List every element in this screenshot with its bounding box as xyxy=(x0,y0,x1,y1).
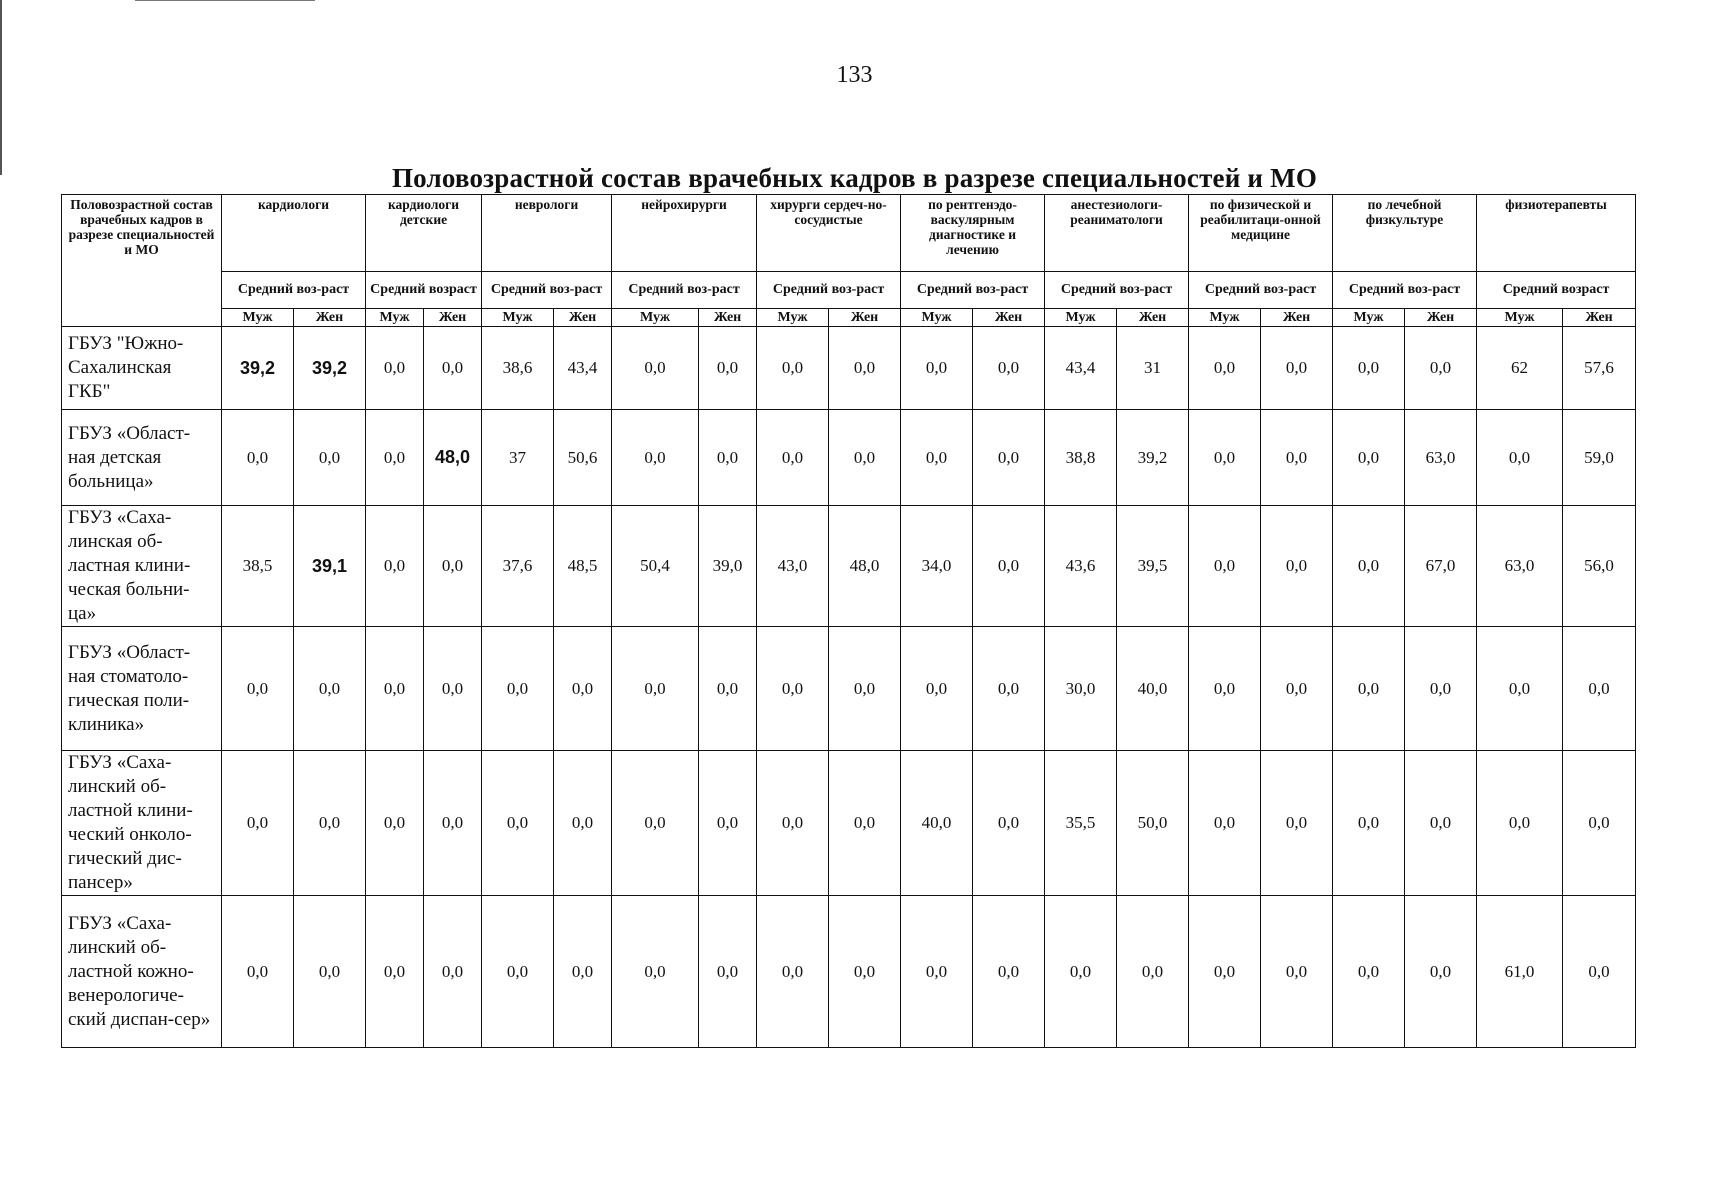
female-header: Жен xyxy=(424,309,482,327)
age-value-cell: 0,0 xyxy=(1189,751,1261,896)
age-value-cell: 0,0 xyxy=(222,410,294,506)
male-header: Муж xyxy=(1477,309,1563,327)
age-value-cell: 0,0 xyxy=(294,751,366,896)
age-value-cell: 31 xyxy=(1117,327,1189,410)
age-value-cell: 0,0 xyxy=(973,627,1045,751)
age-value-cell: 0,0 xyxy=(1563,751,1636,896)
female-header: Жен xyxy=(829,309,901,327)
age-value-cell: 56,0 xyxy=(1563,506,1636,627)
age-value-cell: 0,0 xyxy=(1261,751,1333,896)
age-value-cell: 0,0 xyxy=(482,896,554,1048)
age-value-cell: 67,0 xyxy=(1405,506,1477,627)
female-header: Жен xyxy=(1563,309,1636,327)
age-value-cell: 0,0 xyxy=(699,751,757,896)
age-value-cell: 63,0 xyxy=(1477,506,1563,627)
specialty-header: кардиологи детские xyxy=(366,195,482,272)
age-value-cell: 0,0 xyxy=(973,896,1045,1048)
age-value-cell: 63,0 xyxy=(1405,410,1477,506)
avg-age-subheader: Средний воз-раст xyxy=(757,272,901,309)
age-value-cell: 0,0 xyxy=(366,327,424,410)
age-value-cell: 39,1 xyxy=(294,506,366,627)
age-value-cell: 0,0 xyxy=(757,751,829,896)
age-value-cell: 0,0 xyxy=(424,327,482,410)
age-value-cell: 38,6 xyxy=(482,327,554,410)
age-value-cell: 0,0 xyxy=(829,410,901,506)
female-header: Жен xyxy=(699,309,757,327)
female-header: Жен xyxy=(973,309,1045,327)
scan-artifact-line xyxy=(135,0,315,1)
age-value-cell: 0,0 xyxy=(222,896,294,1048)
age-value-cell: 0,0 xyxy=(1405,751,1477,896)
age-value-cell: 0,0 xyxy=(424,751,482,896)
age-value-cell: 48,0 xyxy=(829,506,901,627)
table-row xyxy=(62,327,1636,410)
age-value-cell: 61,0 xyxy=(1477,896,1563,1048)
organization-name: ГБУЗ «Област-ная стоматоло-гическая поли-клиника» xyxy=(62,627,222,751)
male-header: Муж xyxy=(1333,309,1405,327)
age-value-cell: 0,0 xyxy=(699,896,757,1048)
age-value-cell: 0,0 xyxy=(554,896,612,1048)
age-value-cell: 0,0 xyxy=(554,751,612,896)
age-value-cell: 0,0 xyxy=(1189,410,1261,506)
age-value-cell: 0,0 xyxy=(901,896,973,1048)
female-header: Жен xyxy=(294,309,366,327)
table-body xyxy=(62,327,1636,1048)
table-row xyxy=(62,751,1636,896)
gender-header-row xyxy=(62,309,1636,327)
age-value-cell: 43,4 xyxy=(554,327,612,410)
specialty-header: по лечебной физкультуре xyxy=(1333,195,1477,272)
age-value-cell: 0,0 xyxy=(1405,627,1477,751)
age-value-cell: 39,2 xyxy=(294,327,366,410)
age-value-cell: 37,6 xyxy=(482,506,554,627)
age-value-cell: 37 xyxy=(482,410,554,506)
table-row xyxy=(62,896,1636,1048)
age-value-cell: 0,0 xyxy=(901,327,973,410)
specialty-header: хирурги сердеч-но-сосудистые xyxy=(757,195,901,272)
avg-age-subheader: Средний воз-раст xyxy=(1045,272,1189,309)
age-value-cell: 43,6 xyxy=(1045,506,1117,627)
page-title: Половозрастной состав врачебных кадров в разрезе специальностей и МО xyxy=(391,163,1318,193)
age-value-cell: 0,0 xyxy=(1477,627,1563,751)
age-value-cell: 50,4 xyxy=(612,506,699,627)
age-value-cell: 0,0 xyxy=(366,896,424,1048)
age-value-cell: 0,0 xyxy=(1333,627,1405,751)
avg-age-subheader: Средний воз-раст xyxy=(222,272,366,309)
age-value-cell: 59,0 xyxy=(1563,410,1636,506)
age-value-cell: 0,0 xyxy=(366,410,424,506)
age-value-cell: 0,0 xyxy=(1261,627,1333,751)
male-header: Муж xyxy=(366,309,424,327)
age-value-cell: 43,0 xyxy=(757,506,829,627)
age-value-cell: 0,0 xyxy=(757,896,829,1048)
age-value-cell: 0,0 xyxy=(1189,506,1261,627)
age-value-cell: 0,0 xyxy=(1261,896,1333,1048)
avg-age-subheader: Средний воз-раст xyxy=(1333,272,1477,309)
age-value-cell: 39,2 xyxy=(1117,410,1189,506)
age-value-cell: 30,0 xyxy=(1045,627,1117,751)
age-value-cell: 0,0 xyxy=(482,627,554,751)
age-value-cell: 0,0 xyxy=(1189,896,1261,1048)
male-header: Муж xyxy=(1189,309,1261,327)
age-value-cell: 0,0 xyxy=(901,627,973,751)
age-value-cell: 43,4 xyxy=(1045,327,1117,410)
age-value-cell: 0,0 xyxy=(424,506,482,627)
age-value-cell: 0,0 xyxy=(699,410,757,506)
male-header: Муж xyxy=(612,309,699,327)
age-value-cell: 0,0 xyxy=(973,506,1045,627)
specialty-header: нейрохирурги xyxy=(612,195,757,272)
age-value-cell: 0,0 xyxy=(829,751,901,896)
age-value-cell: 0,0 xyxy=(973,410,1045,506)
organization-name: ГБУЗ «Саха-линский об-ластной кожно-венерологиче-ский диспан-сер» xyxy=(62,896,222,1048)
staff-age-table xyxy=(61,194,1636,1048)
age-value-cell: 0,0 xyxy=(1189,627,1261,751)
age-value-cell: 0,0 xyxy=(1333,410,1405,506)
age-value-cell: 48,0 xyxy=(424,410,482,506)
male-header: Муж xyxy=(1045,309,1117,327)
age-value-cell: 38,8 xyxy=(1045,410,1117,506)
age-value-cell: 0,0 xyxy=(612,627,699,751)
female-header: Жен xyxy=(1117,309,1189,327)
avg-age-subheader: Средний возраст xyxy=(1477,272,1636,309)
age-value-cell: 0,0 xyxy=(424,896,482,1048)
table-row xyxy=(62,506,1636,627)
age-value-cell: 0,0 xyxy=(1333,896,1405,1048)
age-value-cell: 0,0 xyxy=(699,327,757,410)
age-value-cell: 0,0 xyxy=(294,896,366,1048)
age-value-cell: 0,0 xyxy=(757,627,829,751)
specialty-header: кардиологи xyxy=(222,195,366,272)
organization-name: ГБУЗ «Саха-линская об-ластная клини-ческая больни-ца» xyxy=(62,506,222,627)
specialty-header-row xyxy=(62,195,1636,272)
age-value-cell: 0,0 xyxy=(612,896,699,1048)
age-value-cell: 0,0 xyxy=(612,410,699,506)
age-value-cell: 0,0 xyxy=(1261,506,1333,627)
specialty-header: анестезиологи-реаниматологи xyxy=(1045,195,1189,272)
avg-age-subheader: Средний воз-раст xyxy=(612,272,757,309)
age-value-cell: 0,0 xyxy=(1477,410,1563,506)
male-header: Муж xyxy=(757,309,829,327)
age-value-cell: 0,0 xyxy=(1477,751,1563,896)
age-value-cell: 0,0 xyxy=(1563,627,1636,751)
male-header: Муж xyxy=(901,309,973,327)
age-value-cell: 0,0 xyxy=(554,627,612,751)
specialty-header: по рентгенэдо-васкулярным диагностике и лечению xyxy=(901,195,1045,272)
female-header: Жен xyxy=(1405,309,1477,327)
female-header: Жен xyxy=(1261,309,1333,327)
age-value-cell: 0,0 xyxy=(612,327,699,410)
organization-name: ГБУЗ «Област-ная детская больница» xyxy=(62,410,222,506)
page-number: 133 xyxy=(836,62,873,88)
age-value-cell: 35,5 xyxy=(1045,751,1117,896)
age-value-cell: 0,0 xyxy=(973,751,1045,896)
avg-age-subheader: Средний воз-раст xyxy=(482,272,612,309)
organization-name: ГБУЗ "Южно-Сахалинская ГКБ" xyxy=(62,327,222,410)
age-value-cell: 0,0 xyxy=(366,506,424,627)
specialty-header: неврологи xyxy=(482,195,612,272)
age-value-cell: 34,0 xyxy=(901,506,973,627)
age-value-cell: 0,0 xyxy=(1045,896,1117,1048)
age-value-cell: 0,0 xyxy=(366,751,424,896)
age-value-cell: 50,6 xyxy=(554,410,612,506)
age-value-cell: 0,0 xyxy=(366,627,424,751)
age-value-cell: 0,0 xyxy=(1189,327,1261,410)
avg-age-subheader: Средний воз-раст xyxy=(901,272,1045,309)
specialty-header: физиотерапевты xyxy=(1477,195,1636,272)
subheader-row xyxy=(62,272,1636,309)
organization-name: ГБУЗ «Саха-линский об-ластной клини-ческий онколо-гический дис-пансер» xyxy=(62,751,222,896)
avg-age-subheader: Средний воз-раст xyxy=(1189,272,1333,309)
age-value-cell: 0,0 xyxy=(757,410,829,506)
age-value-cell: 0,0 xyxy=(1333,751,1405,896)
age-value-cell: 0,0 xyxy=(829,327,901,410)
table-row xyxy=(62,627,1636,751)
table-row xyxy=(62,410,1636,506)
age-value-cell: 0,0 xyxy=(1117,896,1189,1048)
age-value-cell: 40,0 xyxy=(901,751,973,896)
age-value-cell: 0,0 xyxy=(1333,327,1405,410)
age-value-cell: 39,5 xyxy=(1117,506,1189,627)
age-value-cell: 62 xyxy=(1477,327,1563,410)
female-header: Жен xyxy=(554,309,612,327)
age-value-cell: 0,0 xyxy=(1563,896,1636,1048)
age-value-cell: 0,0 xyxy=(829,896,901,1048)
age-value-cell: 0,0 xyxy=(1405,327,1477,410)
age-value-cell: 0,0 xyxy=(829,627,901,751)
age-value-cell: 38,5 xyxy=(222,506,294,627)
age-value-cell: 50,0 xyxy=(1117,751,1189,896)
age-value-cell: 0,0 xyxy=(901,410,973,506)
age-value-cell: 57,6 xyxy=(1563,327,1636,410)
corner-header: Половозрастной состав врачебных кадров в разрезе специальностей и МО xyxy=(62,195,222,327)
male-header: Муж xyxy=(222,309,294,327)
age-value-cell: 0,0 xyxy=(482,751,554,896)
age-value-cell: 0,0 xyxy=(757,327,829,410)
age-value-cell: 0,0 xyxy=(699,627,757,751)
age-value-cell: 0,0 xyxy=(294,627,366,751)
age-value-cell: 0,0 xyxy=(424,627,482,751)
age-value-cell: 0,0 xyxy=(1261,327,1333,410)
age-value-cell: 39,0 xyxy=(699,506,757,627)
age-value-cell: 0,0 xyxy=(222,627,294,751)
age-value-cell: 0,0 xyxy=(1333,506,1405,627)
specialty-header: по физической и реабилитаци-онной медицине xyxy=(1189,195,1333,272)
age-value-cell: 40,0 xyxy=(1117,627,1189,751)
age-value-cell: 0,0 xyxy=(294,410,366,506)
age-value-cell: 0,0 xyxy=(222,751,294,896)
age-value-cell: 39,2 xyxy=(222,327,294,410)
male-header: Муж xyxy=(482,309,554,327)
age-value-cell: 0,0 xyxy=(612,751,699,896)
age-value-cell: 0,0 xyxy=(1261,410,1333,506)
age-value-cell: 0,0 xyxy=(1405,896,1477,1048)
avg-age-subheader: Средний возраст xyxy=(366,272,482,309)
age-value-cell: 48,5 xyxy=(554,506,612,627)
age-value-cell: 0,0 xyxy=(973,327,1045,410)
